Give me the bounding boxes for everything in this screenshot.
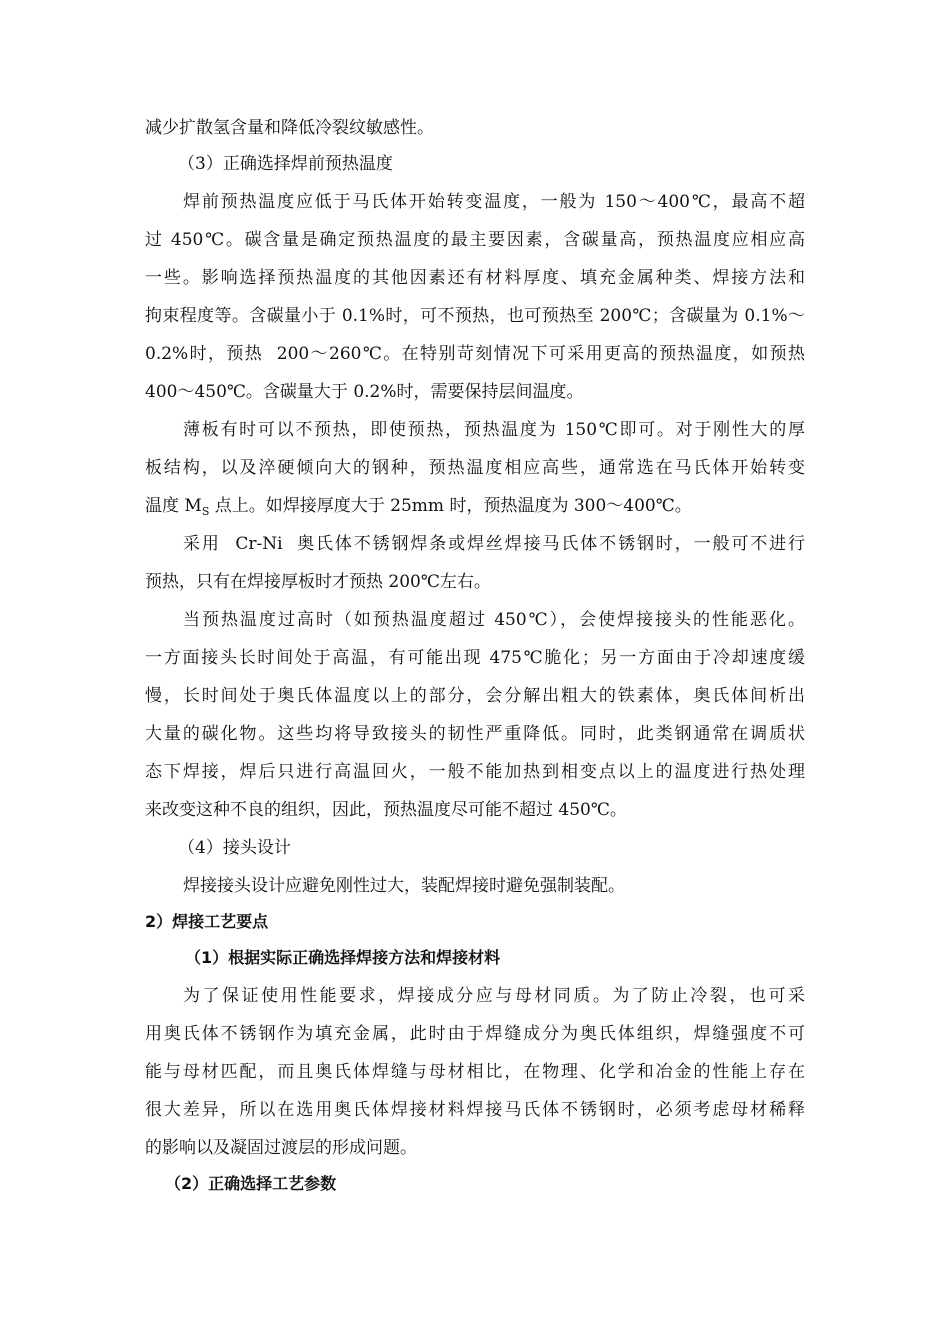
- paragraph-line: 过 450℃。碳含量是确定预热温度的最主要因素，含碳量高，预热温度应相应高: [145, 230, 805, 250]
- paragraph-line: 用奥氏体不锈钢作为填充金属，此时由于焊缝成分为奥氏体组织，焊缝强度不可: [145, 1024, 805, 1044]
- paragraph-line: 薄板有时可以不预热，即使预热，预热温度为 150℃即可。对于刚性大的厚: [183, 420, 805, 440]
- paragraph-line: 一方面接头长时间处于高温，有可能出现 475℃脆化；另一方面由于冷却速度缓: [145, 648, 805, 668]
- text-segment: 点上。如焊接厚度大于 25mm 时，预热温度为 300～400℃。: [209, 496, 692, 516]
- paragraph-line: 拘束程度等。含碳量小于 0.1%时，可不预热，也可预热至 200℃；含碳量为 0.1%～: [145, 306, 805, 326]
- paragraph-line-with-subscript: [145, 495, 692, 517]
- paragraph-line: 焊接接头设计应避免刚性过大，装配焊接时避免强制装配。: [183, 876, 625, 896]
- subsection-heading: （3）正确选择焊前预热温度: [178, 154, 393, 174]
- subscript: S: [201, 505, 210, 518]
- paragraph-line: 大量的碳化物。这些均将导致接头的韧性严重降低。同时，此类钢通常在调质状: [145, 724, 805, 744]
- paragraph-line: 当预热温度过高时（如预热温度超过 450℃），会使焊接接头的性能恶化。: [183, 610, 805, 630]
- paragraph-line: 焊前预热温度应低于马氏体开始转变温度，一般为 150～400℃，最高不超: [183, 192, 805, 212]
- paragraph-line: 来改变这种不良的组织，因此，预热温度尽可能不超过 450℃。: [145, 800, 627, 820]
- subsection-heading: （1）根据实际正确选择焊接方法和焊接材料: [185, 948, 501, 967]
- paragraph-line: 态下焊接，焊后只进行高温回火，一般不能加热到相变点以上的温度进行热处理: [145, 762, 805, 782]
- subsection-heading: （4）接头设计: [178, 838, 291, 858]
- paragraph-line: 采用 Cr-Ni 奥氏体不锈钢焊条或焊丝焊接马氏体不锈钢时，一般可不进行: [183, 534, 805, 554]
- paragraph-line: 减少扩散氢含量和降低冷裂纹敏感性。: [145, 118, 434, 138]
- paragraph-line: 能与母材匹配，而且奥氏体焊缝与母材相比，在物理、化学和冶金的性能上存在: [145, 1062, 805, 1082]
- paragraph-line: 很大差异，所以在选用奥氏体焊接材料焊接马氏体不锈钢时，必须考虑母材稀释: [145, 1100, 805, 1120]
- paragraph-line: 一些。影响选择预热温度的其他因素还有材料厚度、填充金属种类、焊接方法和: [145, 268, 805, 288]
- paragraph-line: 板结构，以及淬硬倾向大的钢种，预热温度相应高些，通常选在马氏体开始转变: [145, 458, 805, 478]
- section-heading: 2）焊接工艺要点: [145, 912, 269, 931]
- paragraph-line: 为了保证使用性能要求，焊接成分应与母材同质。为了防止冷裂，也可采: [183, 986, 805, 1006]
- subsection-heading: （2）正确选择工艺参数: [165, 1174, 337, 1193]
- paragraph-line: 预热，只有在焊接厚板时才预热 200℃左右。: [145, 572, 491, 592]
- text-segment: 温度 M: [145, 496, 202, 516]
- paragraph-line: 400～450℃。含碳量大于 0.2%时，需要保持层间温度。: [145, 382, 584, 402]
- paragraph-line: 的影响以及凝固过渡层的形成问题。: [145, 1138, 417, 1158]
- paragraph-line: 慢，长时间处于奥氏体温度以上的部分，会分解出粗大的铁素体，奥氏体间析出: [145, 686, 805, 706]
- paragraph-line: 0.2%时，预热 200～260℃。在特别苛刻情况下可采用更高的预热温度，如预热: [145, 344, 805, 364]
